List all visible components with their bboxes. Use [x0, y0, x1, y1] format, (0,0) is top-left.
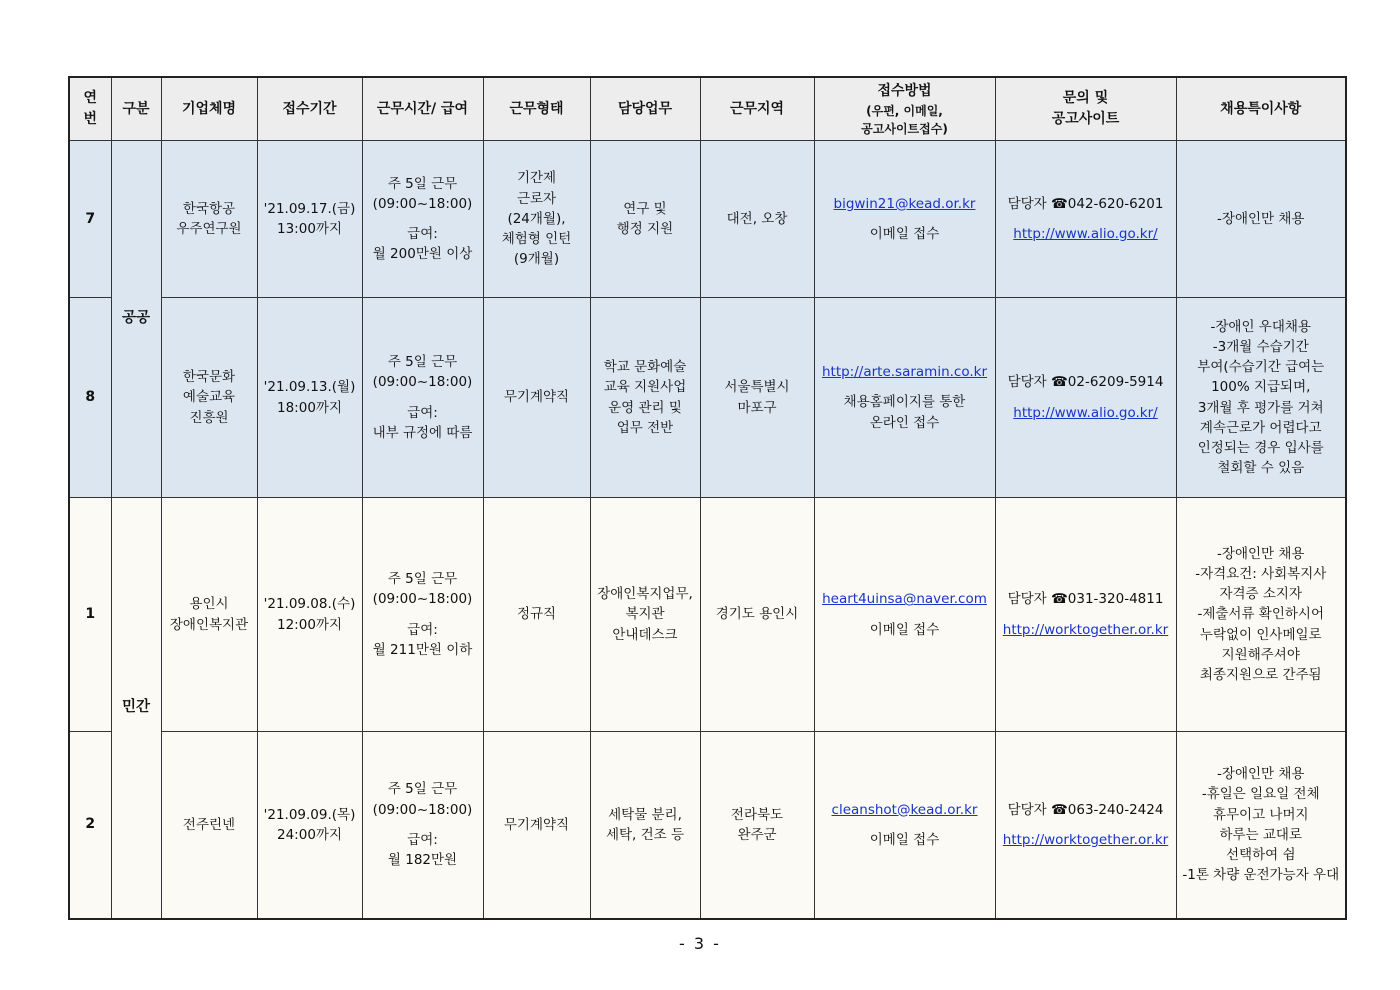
location-line: 마포구	[737, 399, 777, 416]
pay-line: 급여:	[407, 404, 438, 421]
company-line: 장애인복지관	[169, 616, 249, 633]
header-method-line3: 공고사이트접수)	[861, 121, 948, 136]
work-location	[700, 298, 814, 498]
employment-type	[483, 298, 590, 498]
header-employment: 근무형태	[483, 77, 590, 141]
header-no-line1: 연	[83, 90, 98, 106]
company-name	[161, 498, 257, 732]
hours-line: (09:00~18:00)	[372, 801, 473, 818]
contact-site-link[interactable]: http://worktogether.or.kr	[1002, 831, 1169, 848]
duty-line: 교육 지원사업	[603, 379, 687, 396]
duty-line: 학교 문화예술	[603, 359, 687, 375]
header-contact	[995, 77, 1176, 141]
employment-line: 근로자	[516, 190, 557, 207]
location-line: 전라북도	[730, 806, 784, 823]
note-line: -1톤 차량 운전가능자 우대	[1182, 867, 1340, 884]
note-line: -자격요건: 사회복지사	[1195, 565, 1327, 582]
employment-type	[483, 732, 590, 919]
period-date: '21.09.08.(수)	[263, 596, 356, 613]
hours-line: (09:00~18:00)	[372, 591, 473, 608]
note-line: -장애인만 채용	[1217, 766, 1305, 782]
period-time: 13:00까지	[277, 221, 342, 237]
location-line: 대전, 오창	[726, 210, 788, 227]
contact-phone: 담당자 ☎031-320-4811	[1007, 591, 1164, 608]
header-company: 기업체명	[161, 77, 257, 141]
hours-line: 주 5일 근무	[387, 175, 458, 192]
contact-site-link[interactable]: http://www.alio.go.kr/	[1013, 404, 1158, 421]
hiring-notes	[1176, 498, 1346, 732]
method-text: 이메일 접수	[869, 226, 940, 242]
note-line: 철회할 수 있음	[1217, 460, 1305, 477]
note-line: 자격증 소지자	[1219, 586, 1303, 603]
employment-line: 정규직	[516, 606, 557, 623]
employment-line: 무기계약직	[503, 389, 570, 406]
hiring-notes	[1176, 298, 1346, 498]
note-line: 인정되는 경우 입사를	[1197, 440, 1324, 456]
application-period	[257, 498, 362, 732]
duty-line: 운영 관리 및	[608, 399, 682, 416]
header-location: 근무지역	[700, 77, 814, 141]
period-date: '21.09.17.(금)	[263, 200, 356, 217]
employment-line: 기간제	[516, 170, 557, 187]
period-time: 12:00까지	[277, 616, 342, 633]
hours-pay	[362, 732, 483, 919]
header-method-line2: (우편, 이메일,	[866, 103, 943, 118]
employment-line: 체험형 인턴	[501, 231, 572, 248]
contact-phone: 담당자 ☎063-240-2424	[1007, 801, 1164, 818]
contact	[995, 141, 1176, 298]
duty	[590, 298, 700, 498]
duty	[590, 498, 700, 732]
hiring-notes	[1176, 732, 1346, 919]
company-line: 용인시	[189, 596, 229, 613]
contact	[995, 498, 1176, 732]
row-number: 7	[69, 141, 111, 298]
method-text: 이메일 접수	[869, 621, 940, 638]
header-no-line2: 번	[83, 111, 98, 127]
duty-line: 행정 지원	[616, 221, 674, 237]
header-notes: 채용특이사항	[1176, 77, 1346, 141]
hours-line: (09:00~18:00)	[372, 374, 473, 391]
employment-type	[483, 141, 590, 298]
contact-phone: 담당자 ☎02-6209-5914	[1007, 374, 1164, 391]
pay-line: 내부 규정에 따름	[372, 424, 473, 441]
pay-line: 급여:	[407, 226, 438, 242]
table-row	[69, 141, 1346, 298]
hiring-notes	[1176, 141, 1346, 298]
duty-line: 안내데스크	[612, 626, 678, 643]
company-line: 진흥원	[189, 409, 229, 426]
application-period	[257, 298, 362, 498]
pay-line: 급여:	[407, 621, 438, 638]
hours-pay	[362, 498, 483, 732]
work-location	[700, 498, 814, 732]
note-line: 부여(수습기간 급여는	[1197, 359, 1325, 375]
note-line: 계속근로가 어렵다고	[1199, 419, 1322, 436]
duty	[590, 732, 700, 919]
table-row	[69, 298, 1346, 498]
location-line: 서울특별시	[724, 379, 790, 396]
note-line: 누락없이 인사메일로	[1199, 626, 1322, 643]
note-line: -장애인만 채용	[1217, 545, 1305, 562]
email-link[interactable]: bigwin21@kead.or.kr	[833, 195, 976, 212]
email-link[interactable]: cleanshot@kead.or.kr	[831, 801, 978, 818]
note-line: -장애인만 채용	[1217, 210, 1305, 227]
period-time: 18:00까지	[277, 399, 342, 416]
method-text: 온라인 접수	[869, 414, 940, 431]
note-line: 최종지원으로 간주됨	[1199, 667, 1322, 684]
company-line: 우주연구원	[176, 221, 242, 237]
company-name	[161, 298, 257, 498]
application-period	[257, 141, 362, 298]
application-method	[814, 298, 995, 498]
pay-line: 월 182만원	[387, 852, 458, 868]
period-time: 24:00까지	[277, 826, 342, 843]
work-location	[700, 732, 814, 919]
note-line: 3개월 후 평가를 거쳐	[1197, 399, 1324, 416]
header-method	[814, 77, 995, 141]
duty-line: 복지관	[625, 606, 665, 623]
header-contact-line1: 문의 및	[1062, 90, 1109, 106]
employment-line: 무기계약직	[503, 816, 570, 833]
application-method	[814, 141, 995, 298]
category-public: 공공	[111, 141, 161, 498]
header-category: 구분	[111, 77, 161, 141]
header-contact-line2: 공고사이트	[1051, 111, 1120, 127]
note-line: -장애인 우대채용	[1210, 318, 1311, 335]
header-duty: 담당업무	[590, 77, 700, 141]
note-line: 하루는 교대로	[1219, 826, 1303, 843]
hours-line: 주 5일 근무	[387, 354, 458, 370]
duty-line: 연구 및	[623, 200, 667, 217]
email-link[interactable]: heart4uinsa@naver.com	[822, 591, 987, 608]
duty-line: 세탁물 분리,	[608, 806, 682, 823]
employment-line: (9개월)	[513, 251, 560, 268]
note-line: -휴일은 일요일 전체	[1201, 786, 1320, 803]
note-line: -3개월 수습기간	[1212, 338, 1309, 355]
note-line: 휴무이고 나머지	[1212, 806, 1309, 823]
employment-line: (24개월),	[507, 210, 566, 227]
hours-line: 주 5일 근무	[387, 571, 458, 587]
note-line: 지원해주셔야	[1221, 646, 1300, 663]
table-row	[69, 732, 1346, 919]
header-row	[69, 77, 1346, 141]
job-listings-table	[68, 76, 1347, 920]
table-row	[69, 498, 1346, 732]
location-line: 완주군	[737, 826, 777, 843]
company-name	[161, 141, 257, 298]
contact	[995, 732, 1176, 919]
work-location	[700, 141, 814, 298]
duty	[590, 141, 700, 298]
pay-line: 급여:	[407, 831, 438, 848]
hours-pay	[362, 141, 483, 298]
location-line: 경기도 용인시	[715, 606, 799, 623]
header-method-line1: 접수방법	[877, 82, 932, 99]
duty-line: 세탁, 건조 등	[605, 826, 685, 843]
apply-site-link[interactable]: http://arte.saramin.co.kr	[821, 364, 988, 381]
header-hours-pay: 근무시간/ 급여	[362, 77, 483, 141]
application-method	[814, 498, 995, 732]
pay-line: 월 200만원 이상	[372, 246, 473, 263]
company-line: 한국문화	[182, 369, 236, 386]
header-no	[69, 77, 111, 141]
row-number: 2	[69, 732, 111, 919]
application-period	[257, 732, 362, 919]
period-date: '21.09.09.(목)	[263, 806, 356, 823]
header-period: 접수기간	[257, 77, 362, 141]
duty-line: 업무 전반	[616, 419, 674, 436]
method-text: 채용홈페이지를 통한	[843, 394, 966, 411]
company-name	[161, 732, 257, 919]
row-number: 1	[69, 498, 111, 732]
contact-site-link[interactable]: http://worktogether.or.kr	[1002, 621, 1169, 638]
employment-type	[483, 498, 590, 732]
pay-line: 월 211만원 이하	[372, 641, 473, 658]
method-text: 이메일 접수	[869, 831, 940, 848]
company-line: 전주린넨	[182, 816, 236, 833]
hours-line: 주 5일 근무	[387, 781, 458, 798]
period-date: '21.09.13.(월)	[263, 379, 356, 396]
contact	[995, 298, 1176, 498]
note-line: -제출서류 확인하시어	[1197, 606, 1325, 623]
hours-line: (09:00~18:00)	[372, 195, 473, 212]
note-line: 100% 지급되며,	[1211, 379, 1311, 396]
company-line: 예술교육	[182, 389, 236, 406]
row-number: 8	[69, 298, 111, 498]
contact-site-link[interactable]: http://www.alio.go.kr/	[1013, 226, 1158, 242]
duty-line: 장애인복지업무,	[597, 586, 693, 603]
category-private: 민간	[111, 498, 161, 919]
contact-phone: 담당자 ☎042-620-6201	[1007, 195, 1164, 212]
company-line: 한국항공	[182, 200, 236, 217]
application-method	[814, 732, 995, 919]
page-number: - 3 -	[679, 934, 721, 953]
hours-pay	[362, 298, 483, 498]
note-line: 선택하여 쉼	[1226, 847, 1296, 863]
